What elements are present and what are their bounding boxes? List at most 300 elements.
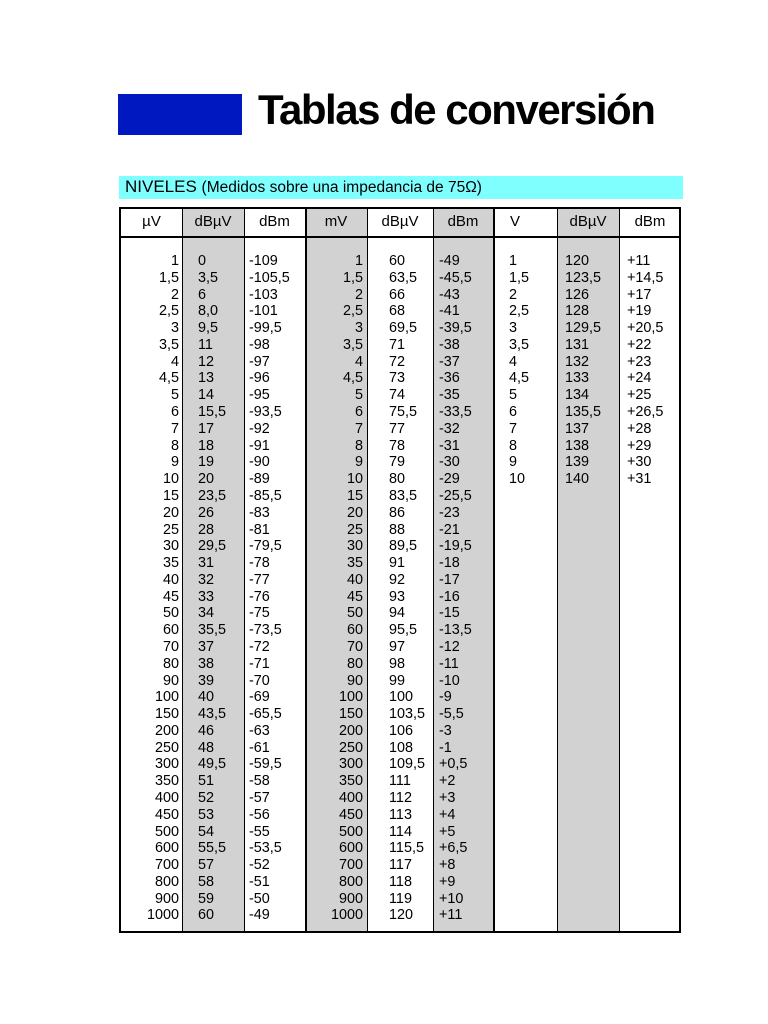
table-cell: 1: [170, 253, 179, 269]
table-cell: 50: [162, 605, 179, 622]
table-cell: 350: [154, 773, 179, 790]
table-cell: +9: [439, 873, 456, 890]
table-cell: 700: [338, 857, 363, 874]
table-cell: 12: [198, 353, 215, 370]
table-cell: 129,5: [565, 320, 602, 337]
table-cell: 83,5: [389, 487, 418, 504]
table-cell: 8: [509, 437, 518, 454]
table-cell: 120: [389, 907, 414, 924]
table-cell: 8: [170, 437, 179, 454]
table-cell: 43,5: [198, 706, 227, 723]
table-cell: +4: [439, 806, 456, 823]
table-cell: +11: [439, 907, 463, 924]
table-cell: 28: [198, 521, 215, 538]
table-cell: 400: [338, 790, 363, 806]
table-cell: -105,5: [249, 269, 290, 286]
table-cell: 2: [509, 286, 518, 303]
table-cell: 113: [389, 806, 412, 823]
table-cell: +22: [627, 336, 652, 353]
table-cell: +6,5: [439, 840, 468, 857]
table-cell: -96: [249, 370, 270, 387]
page-title: Tablas de conversión: [258, 86, 655, 133]
table-cell: 450: [338, 806, 363, 823]
table-cell: +17: [627, 286, 652, 303]
table-cell: -65,5: [249, 706, 282, 723]
table-cell: -58: [249, 773, 270, 790]
table-cell: 114: [389, 823, 412, 840]
table-cell: 80: [389, 471, 406, 488]
table-cell: 60: [198, 907, 215, 924]
table-cell: -52: [249, 857, 270, 874]
table-cell: 40: [198, 689, 215, 706]
table-cell: 13: [198, 370, 215, 387]
header-v: V: [509, 213, 520, 230]
table-cell: 70: [346, 638, 363, 655]
section-heading-label: NIVELES: [125, 177, 197, 196]
header-dbuv-2: dBµV: [381, 213, 419, 230]
values-dbm-3: [627, 253, 677, 488]
table-cell: -81: [249, 521, 270, 538]
table-cell: 35,5: [198, 622, 227, 639]
table-cell: 19: [198, 454, 215, 471]
table-cell: 2,5: [158, 303, 179, 320]
table-cell: 3: [509, 320, 518, 337]
table-cell: 20: [162, 504, 179, 521]
table-cell: 103,5: [389, 706, 426, 723]
table-cell: -101: [249, 303, 278, 320]
table-cell: 91: [389, 555, 406, 572]
table-cell: 2: [170, 286, 179, 303]
table-cell: 5: [509, 387, 518, 404]
table-cell: -71: [249, 655, 270, 672]
table-cell: 138: [565, 437, 590, 454]
table-cell: 350: [338, 773, 363, 790]
table-cell: 900: [338, 890, 363, 907]
table-cell: 72: [389, 353, 406, 370]
table-cell: -93,5: [249, 404, 282, 421]
table-cell: 25: [346, 521, 363, 538]
table-cell: -43: [439, 286, 460, 303]
table-cell: 6: [170, 404, 179, 421]
table-cell: -5,5: [439, 706, 464, 723]
table-cell: -25,5: [439, 487, 472, 504]
table-cell: -32: [439, 420, 460, 437]
table-cell: 49,5: [198, 756, 227, 773]
table-cell: 9: [170, 454, 179, 471]
table-cell: +31: [627, 471, 652, 488]
table-cell: 600: [338, 840, 363, 857]
table-cell: 73: [389, 370, 406, 387]
table-cell: 3,5: [158, 336, 179, 353]
table-cell: -63: [249, 722, 270, 739]
table-cell: 100: [154, 689, 179, 706]
table-cell: 9: [509, 454, 518, 471]
table-cell: -36: [439, 370, 460, 387]
table-cell: -18: [439, 555, 460, 572]
table-cell: 90: [162, 672, 179, 689]
column-divider: [367, 209, 368, 931]
table-cell: 63,5: [389, 269, 418, 286]
table-cell: 3,5: [342, 336, 363, 353]
table-cell: 800: [154, 873, 179, 890]
table-cell: 1000: [146, 907, 179, 924]
table-cell: 2,5: [342, 303, 363, 320]
table-cell: +14,5: [627, 269, 664, 286]
table-cell: 900: [154, 890, 179, 907]
table-cell: 700: [154, 857, 179, 874]
table-cell: -3: [439, 722, 452, 739]
table-cell: 450: [154, 806, 179, 823]
table-cell: 35: [346, 555, 363, 572]
table-cell: 53: [198, 806, 215, 823]
values-dbuv-2: [389, 253, 429, 924]
column-divider: [182, 209, 183, 931]
table-cell: 2: [354, 286, 363, 303]
table-cell: 15,5: [198, 404, 227, 421]
table-cell: 51: [198, 773, 215, 790]
table-cell: 132: [565, 353, 590, 370]
table-cell: 8: [354, 437, 363, 454]
table-cell: 800: [338, 873, 363, 890]
table-cell: -51: [249, 873, 270, 890]
table-cell: -38: [439, 336, 460, 353]
table-cell: 118: [389, 873, 412, 890]
table-cell: 4,5: [342, 370, 363, 387]
table-cell: 20: [346, 504, 363, 521]
table-cell: -17: [439, 571, 460, 588]
table-cell: -90: [249, 454, 270, 471]
table-cell: 3: [170, 320, 179, 337]
table-cell: -91: [249, 437, 270, 454]
table-cell: 3: [354, 320, 363, 337]
table-cell: 3,5: [509, 336, 530, 353]
table-cell: 15: [162, 487, 179, 504]
table-cell: 7: [354, 420, 363, 437]
values-dbuv-3: [565, 253, 613, 488]
table-cell: 89,5: [389, 538, 418, 555]
table-cell: 48: [198, 739, 215, 756]
table-cell: -19,5: [439, 538, 472, 555]
table-cell: -33,5: [439, 404, 472, 421]
table-cell: 6: [354, 404, 363, 421]
column-divider: [433, 209, 434, 931]
table-cell: -70: [249, 672, 270, 689]
table-cell: 300: [154, 756, 179, 773]
table-cell: 30: [346, 538, 363, 555]
section-subheading: (Medidos sobre una impedancia de 75Ω): [201, 179, 482, 196]
header-divider: [121, 236, 679, 238]
table-cell: -97: [249, 353, 270, 370]
header-dbuv-1: dBµV: [194, 213, 232, 230]
table-cell: 46: [198, 722, 215, 739]
table-cell: 120: [565, 253, 590, 269]
table-cell: 119: [389, 890, 412, 907]
table-cell: 70: [162, 638, 179, 655]
table-cell: 52: [198, 790, 215, 806]
table-cell: -37: [439, 353, 460, 370]
table-cell: 80: [162, 655, 179, 672]
table-cell: 6: [198, 286, 207, 303]
table-cell: -83: [249, 504, 270, 521]
table-cell: -73,5: [249, 622, 282, 639]
table-cell: 1,5: [158, 269, 179, 286]
table-cell: 1: [354, 253, 363, 269]
table-cell: 95,5: [389, 622, 418, 639]
values-mv: [307, 253, 363, 924]
table-cell: 71: [389, 336, 406, 353]
table-cell: -79,5: [249, 538, 282, 555]
table-cell: 17: [198, 420, 215, 437]
table-cell: -57: [249, 790, 270, 806]
table-cell: 115,5: [389, 840, 424, 857]
table-cell: -49: [439, 253, 460, 269]
table-cell: 55,5: [198, 840, 227, 857]
table-cell: 39: [198, 672, 215, 689]
table-cell: -31: [439, 437, 460, 454]
table-cell: 150: [338, 706, 363, 723]
header-mv: mV: [324, 213, 348, 230]
table-cell: 15: [346, 487, 363, 504]
table-cell: 10: [346, 471, 363, 488]
table-cell: -45,5: [439, 269, 472, 286]
table-cell: 108: [389, 739, 414, 756]
table-cell: -10: [439, 672, 460, 689]
table-cell: 200: [154, 722, 179, 739]
table-cell: -89: [249, 471, 270, 488]
table-cell: 26: [198, 504, 215, 521]
table-cell: 4: [354, 353, 363, 370]
column-divider: [619, 209, 620, 931]
table-cell: 112: [389, 790, 412, 806]
values-dbm-1: [249, 253, 299, 924]
table-cell: 25: [162, 521, 179, 538]
table-cell: -12: [439, 638, 460, 655]
table-cell: 33: [198, 588, 215, 605]
table-cell: 20: [198, 471, 215, 488]
column-divider: [557, 209, 558, 931]
table-cell: +26,5: [627, 404, 664, 421]
table-cell: 58: [198, 873, 215, 890]
table-cell: -109: [249, 253, 278, 269]
table-cell: 128: [565, 303, 590, 320]
table-cell: 60: [346, 622, 363, 639]
table-cell: 1000: [330, 907, 363, 924]
table-cell: 100: [389, 689, 414, 706]
table-cell: 75,5: [389, 404, 418, 421]
table-cell: 38: [198, 655, 215, 672]
header-dbm-2: dBm: [447, 213, 479, 230]
table-cell: -85,5: [249, 487, 282, 504]
table-cell: 68: [389, 303, 406, 320]
table-cell: 500: [338, 823, 363, 840]
table-cell: 1,5: [509, 269, 530, 286]
table-cell: +28: [627, 420, 652, 437]
table-cell: 88: [389, 521, 406, 538]
table-cell: 18: [198, 437, 215, 454]
table-cell: -77: [249, 571, 270, 588]
table-cell: 93: [389, 588, 406, 605]
table-cell: 29,5: [198, 538, 227, 555]
column-divider: [493, 209, 495, 931]
table-cell: -53,5: [249, 840, 282, 857]
table-cell: 117: [389, 857, 412, 874]
conversion-table: [119, 207, 681, 933]
table-cell: -99,5: [249, 320, 282, 337]
table-cell: 2,5: [509, 303, 530, 320]
column-divider: [244, 209, 245, 931]
table-cell: -39,5: [439, 320, 472, 337]
values-dbm-2: [439, 253, 487, 924]
table-cell: 10: [509, 471, 526, 488]
header-dbm-1: dBm: [259, 213, 290, 230]
table-cell: 98: [389, 655, 406, 672]
table-cell: -61: [249, 739, 270, 756]
table-cell: 90: [346, 672, 363, 689]
table-cell: +29: [627, 437, 652, 454]
table-cell: 86: [389, 504, 406, 521]
values-v: [509, 253, 549, 488]
table-cell: 1: [509, 253, 518, 269]
table-cell: 150: [154, 706, 179, 723]
table-cell: 32: [198, 571, 215, 588]
table-cell: 4: [170, 353, 179, 370]
table-cell: 4: [509, 353, 518, 370]
table-cell: -49: [249, 907, 270, 924]
table-cell: 40: [346, 571, 363, 588]
values-uv: [121, 253, 179, 924]
table-cell: -41: [439, 303, 460, 320]
table-cell: 140: [565, 471, 590, 488]
table-cell: 8,0: [198, 303, 219, 320]
table-cell: 9,5: [198, 320, 219, 337]
table-cell: 69,5: [389, 320, 418, 337]
table-cell: +8: [439, 857, 456, 874]
table-cell: 30: [162, 538, 179, 555]
header-dbuv-3: dBµV: [569, 213, 607, 230]
table-cell: 6: [509, 404, 518, 421]
table-cell: 123,5: [565, 269, 602, 286]
table-cell: 9: [354, 454, 363, 471]
table-cell: 4,5: [158, 370, 179, 387]
table-cell: 5: [170, 387, 179, 404]
table-cell: 300: [338, 756, 363, 773]
table-cell: 50: [346, 605, 363, 622]
table-cell: 400: [154, 790, 179, 806]
table-cell: 60: [389, 253, 406, 269]
table-cell: 66: [389, 286, 406, 303]
table-cell: 250: [338, 739, 363, 756]
table-cell: 133: [565, 370, 590, 387]
table-cell: +2: [439, 773, 456, 790]
table-cell: 92: [389, 571, 406, 588]
table-cell: +25: [627, 387, 652, 404]
table-cell: 10: [162, 471, 179, 488]
table-cell: 80: [346, 655, 363, 672]
table-cell: 4,5: [509, 370, 530, 387]
table-cell: 100: [338, 689, 363, 706]
table-cell: 45: [346, 588, 363, 605]
table-cell: 14: [198, 387, 215, 404]
table-cell: 79: [389, 454, 406, 471]
table-cell: 106: [389, 722, 414, 739]
table-cell: 45: [162, 588, 179, 605]
table-cell: 40: [162, 571, 179, 588]
table-cell: +23: [627, 353, 652, 370]
table-cell: 131: [565, 336, 590, 353]
table-cell: 109,5: [389, 756, 426, 773]
table-cell: -11: [439, 655, 459, 672]
title-block: [118, 94, 242, 135]
table-cell: -69: [249, 689, 270, 706]
table-cell: -30: [439, 454, 460, 471]
table-cell: 200: [338, 722, 363, 739]
table-cell: -78: [249, 555, 270, 572]
table-cell: 135,5: [565, 404, 602, 421]
table-cell: -55: [249, 823, 270, 840]
table-cell: 97: [389, 638, 406, 655]
section-heading: [125, 177, 482, 198]
header-uv: µV: [142, 213, 161, 230]
table-cell: 111: [389, 773, 411, 790]
table-cell: -98: [249, 336, 270, 353]
table-cell: 250: [154, 739, 179, 756]
table-cell: +30: [627, 454, 652, 471]
table-cell: -21: [439, 521, 460, 538]
table-cell: -16: [439, 588, 460, 605]
table-cell: +3: [439, 790, 456, 806]
table-cell: 54: [198, 823, 215, 840]
table-cell: 94: [389, 605, 406, 622]
table-cell: -15: [439, 605, 460, 622]
table-cell: 37: [198, 638, 215, 655]
table-cell: -35: [439, 387, 460, 404]
table-cell: 3,5: [198, 269, 219, 286]
table-cell: 7: [170, 420, 179, 437]
table-cell: 77: [389, 420, 406, 437]
values-dbuv-1: [198, 253, 238, 924]
table-cell: -95: [249, 387, 270, 404]
table-cell: 5: [354, 387, 363, 404]
table-cell: 600: [154, 840, 179, 857]
table-cell: 139: [565, 454, 590, 471]
table-cell: +11: [627, 253, 651, 269]
table-cell: +0,5: [439, 756, 468, 773]
table-cell: 34: [198, 605, 215, 622]
table-cell: 59: [198, 890, 215, 907]
table-cell: 1,5: [342, 269, 363, 286]
table-cell: +19: [627, 303, 652, 320]
table-cell: 57: [198, 857, 215, 874]
table-cell: 99: [389, 672, 406, 689]
table-cell: +5: [439, 823, 456, 840]
table-cell: 0: [198, 253, 207, 269]
table-cell: 126: [565, 286, 590, 303]
table-cell: -56: [249, 806, 270, 823]
table-cell: -75: [249, 605, 270, 622]
table-cell: 60: [162, 622, 179, 639]
table-cell: -23: [439, 504, 460, 521]
table-cell: 35: [162, 555, 179, 572]
table-cell: -72: [249, 638, 270, 655]
table-cell: 500: [154, 823, 179, 840]
table-cell: -9: [439, 689, 452, 706]
table-cell: 23,5: [198, 487, 227, 504]
table-cell: -59,5: [249, 756, 282, 773]
table-cell: 134: [565, 387, 590, 404]
table-cell: -50: [249, 890, 270, 907]
table-cell: 137: [565, 420, 590, 437]
header-dbm-3: dBm: [634, 213, 666, 230]
